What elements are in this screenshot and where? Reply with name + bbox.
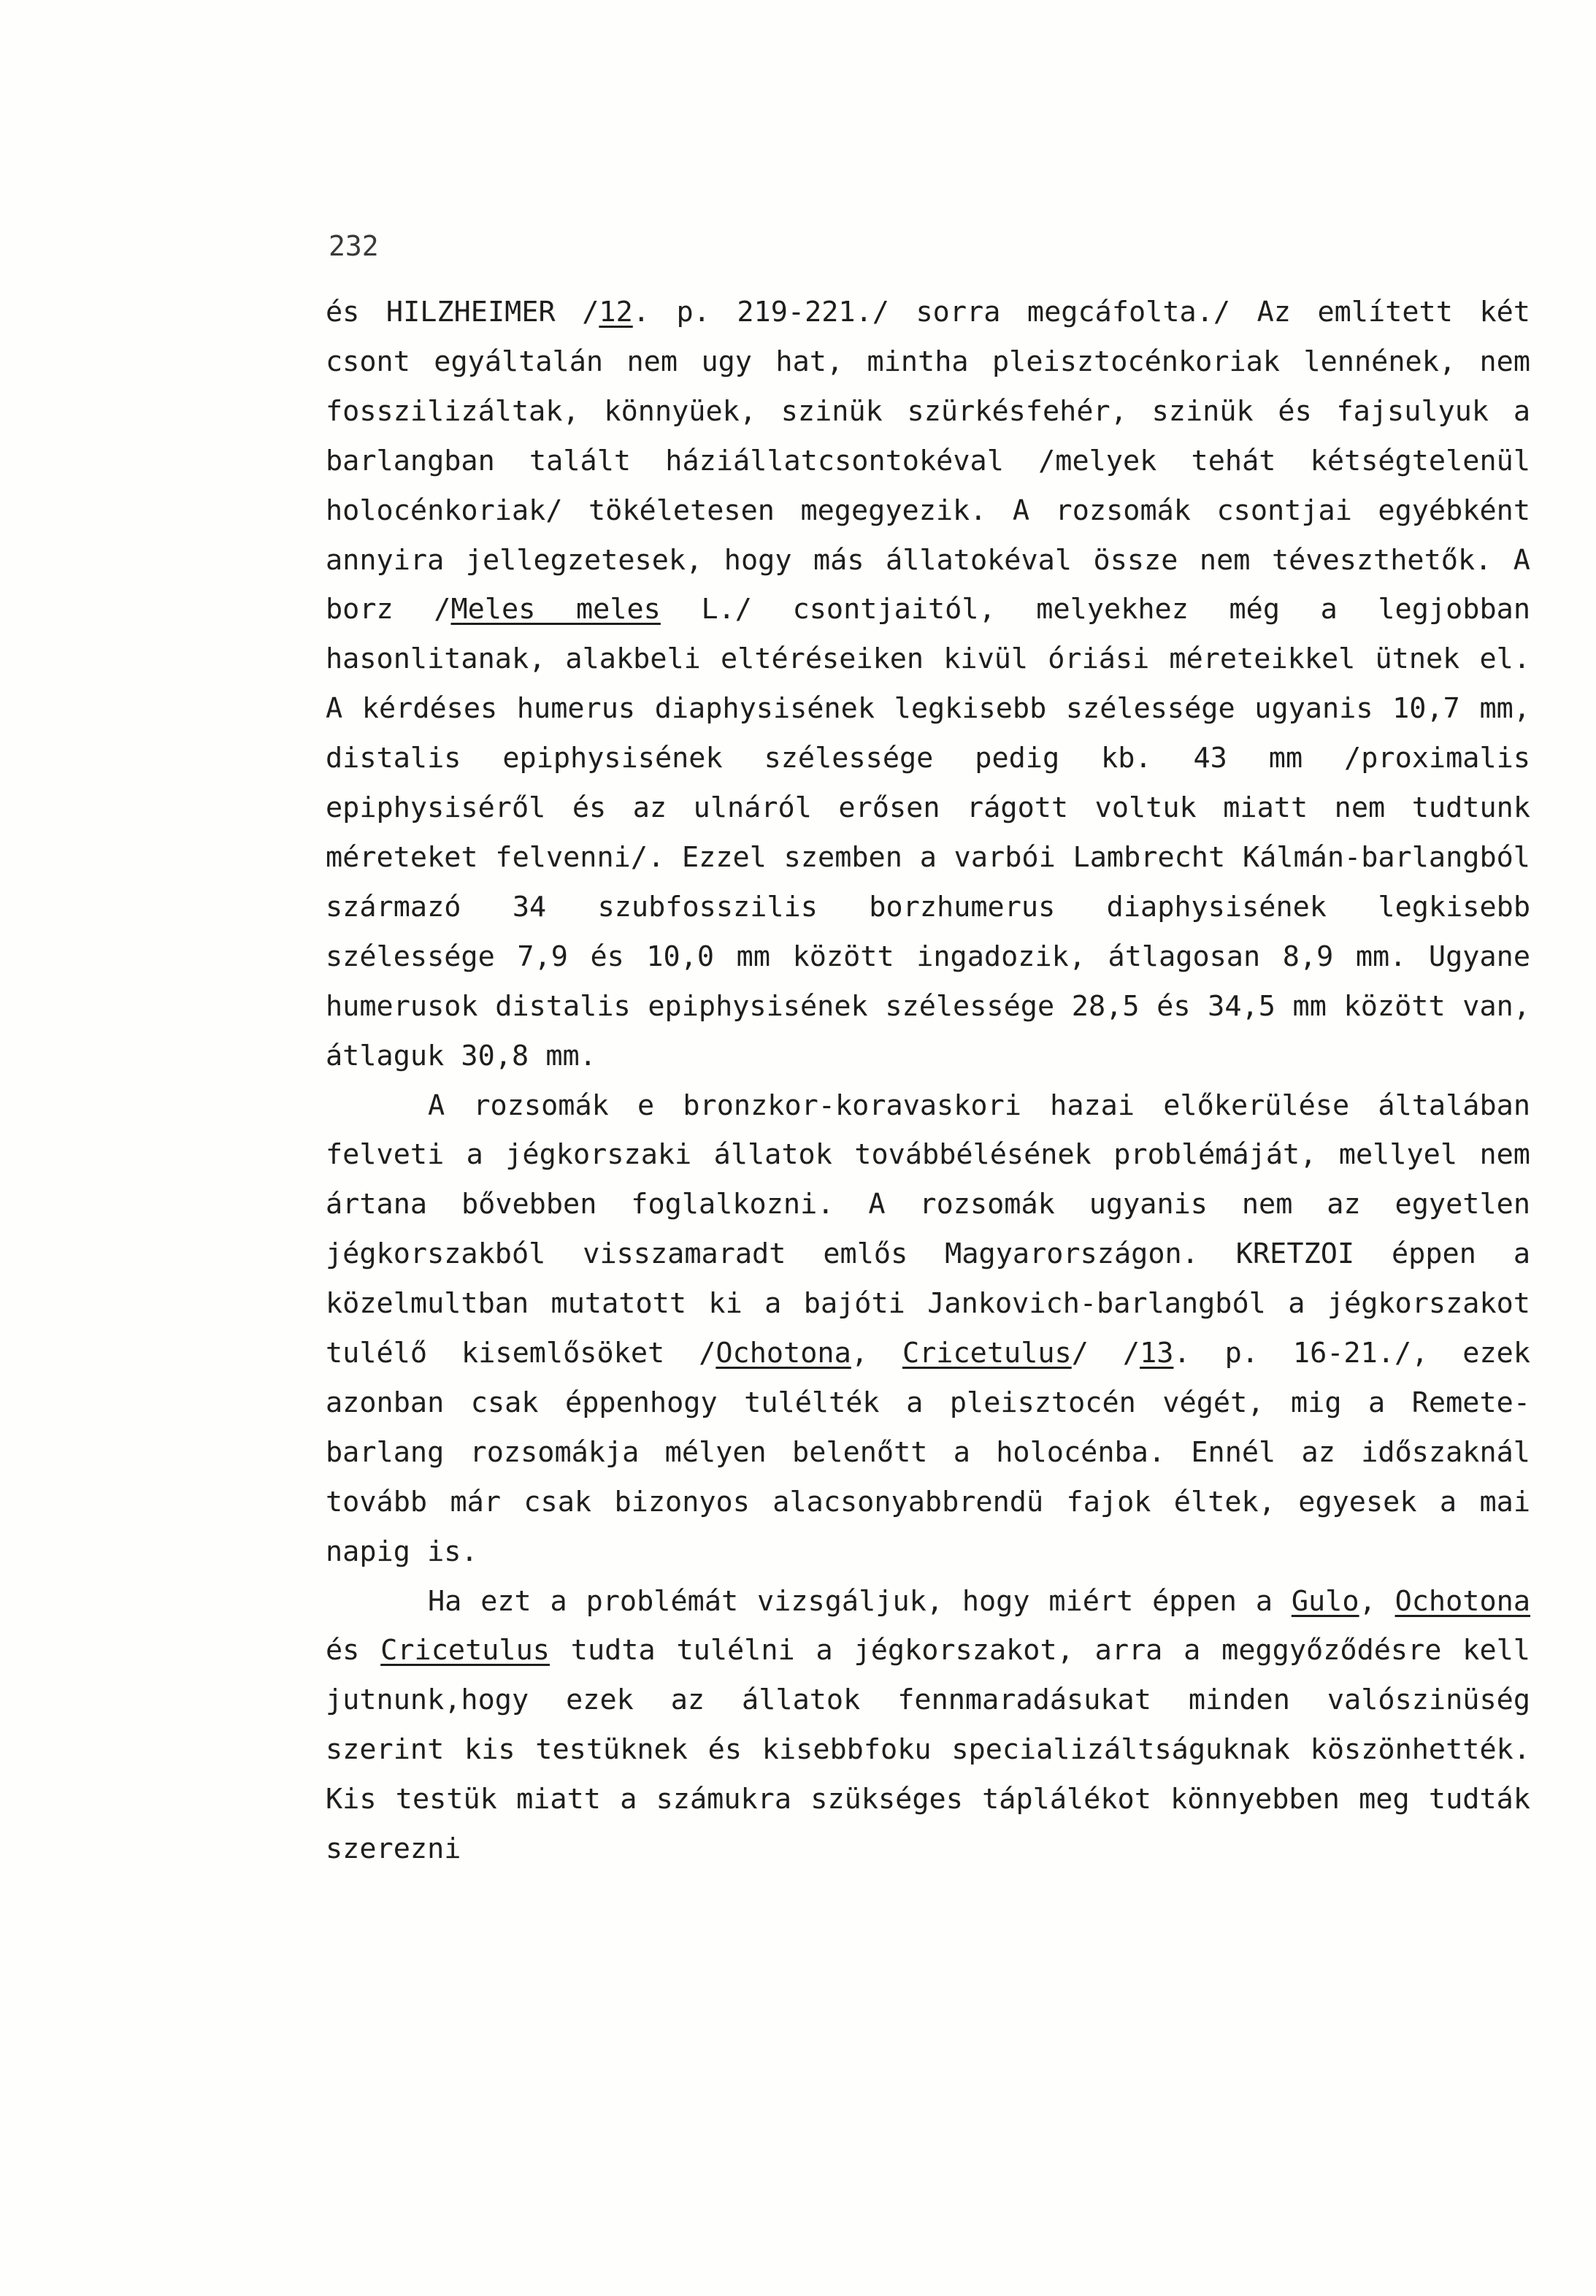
page-number: 232 <box>329 230 379 262</box>
reference-number: 13 <box>1140 1337 1174 1370</box>
document-body <box>326 288 1530 1874</box>
text-run: Ha ezt a problémát vizsgáljuk, hogy miért éppen a <box>428 1584 1292 1618</box>
paragraph-1 <box>326 288 1530 1081</box>
genus-name: Gulo <box>1291 1584 1359 1618</box>
genus-name: Cricetulus <box>380 1634 550 1667</box>
text-run: , <box>851 1337 902 1370</box>
text-run: L./ csontjaitól, melyekhez még a legjobban hasonlitanak, alakbeli eltéréseiken kivül óriási méreteikkel ütnek el. A kérdéses humerus diaphysisének legkisebb szélessége ugyanis 10,7 mm, distalis epiphysisének szélessége pedig kb. 43 mm /proximalis epiphysiséről és az ulnáról erősen rágott voltuk miatt nem tudtunk méreteket felvenni/. Ezzel szemben a varbói Lambrecht Kálmán-barlangból származó 34 szubfosszilis borzhumerus diaphysisének legkisebb szélessége 7,9 és 10,0 mm között ingadozik, átlagosan 8,9 mm. Ugyane humerusok distalis epiphysisének szélessége 28,5 és 34,5 mm között van, átlaguk 30,8 mm. <box>326 593 1530 1072</box>
text-run: , <box>1359 1584 1395 1618</box>
text-run: A rozsomák e bronzkor-koravaskori hazai előkerülése általában felveti a jégkorszaki állatok továbbélésének problémáját, mellyel nem ártana bővebben foglalkozni. A rozsomák ugyanis nem az egyetlen jégkorszakból visszamaradt emlős Magyarországon. KRETZOI éppen a közelmultban mutatott ki a bajóti Jankovich-barlangból a jégkorszakot tulélő kisemlősöket / <box>326 1089 1530 1370</box>
paragraph-2 <box>326 1081 1530 1577</box>
text-run: és HILZHEIMER / <box>326 296 599 329</box>
genus-name: Cricetulus <box>902 1337 1072 1370</box>
text-run: tudta tulélni a jégkorszakot, arra a meggyőződésre kell jutnunk,hogy ezek az állatok fennmaradásukat minden valószinüség szerint kis testüknek és kisebbfoku specializáltságuknak köszönhették. Kis testük miatt a számukra szükséges táplálékot könnyebben meg tudták szerezni <box>326 1634 1530 1866</box>
text-run: és <box>326 1634 381 1667</box>
reference-number: 12 <box>599 296 633 329</box>
paragraph-3 <box>326 1577 1530 1874</box>
text-run: . p. 219-221./ sorra megcáfolta./ Az említett két csont egyáltalán nem ugy hat, mintha pleisztocénkoriak lennének, nem fosszilizáltak, könnyüek, szinük szürkésfehér, szinük és fajsulyuk a barlangban talált háziállatcsontokéval /melyek tehát kétségtelenül holocénkoriak/ tökéletesen megegyezik. A rozsomák csontjai egyébként annyira jellegzetesek, hogy más állatokéval össze nem téveszthetők. A borz / <box>326 296 1530 626</box>
genus-name: Ochotona <box>715 1337 851 1370</box>
text-run: . p. 16-21./, ezek azonban csak éppenhogy tulélték a pleisztocén végét, mig a Remete-barlang rozsomákja mélyen belenőtt a holocénba. Ennél az időszaknál tovább már csak bizonyos alacsonyabbrendü fajok éltek, egyesek a mai napig is. <box>326 1337 1531 1568</box>
text-run: / / <box>1071 1337 1140 1370</box>
genus-name: Ochotona <box>1394 1584 1530 1618</box>
species-name: Meles meles <box>450 593 661 626</box>
